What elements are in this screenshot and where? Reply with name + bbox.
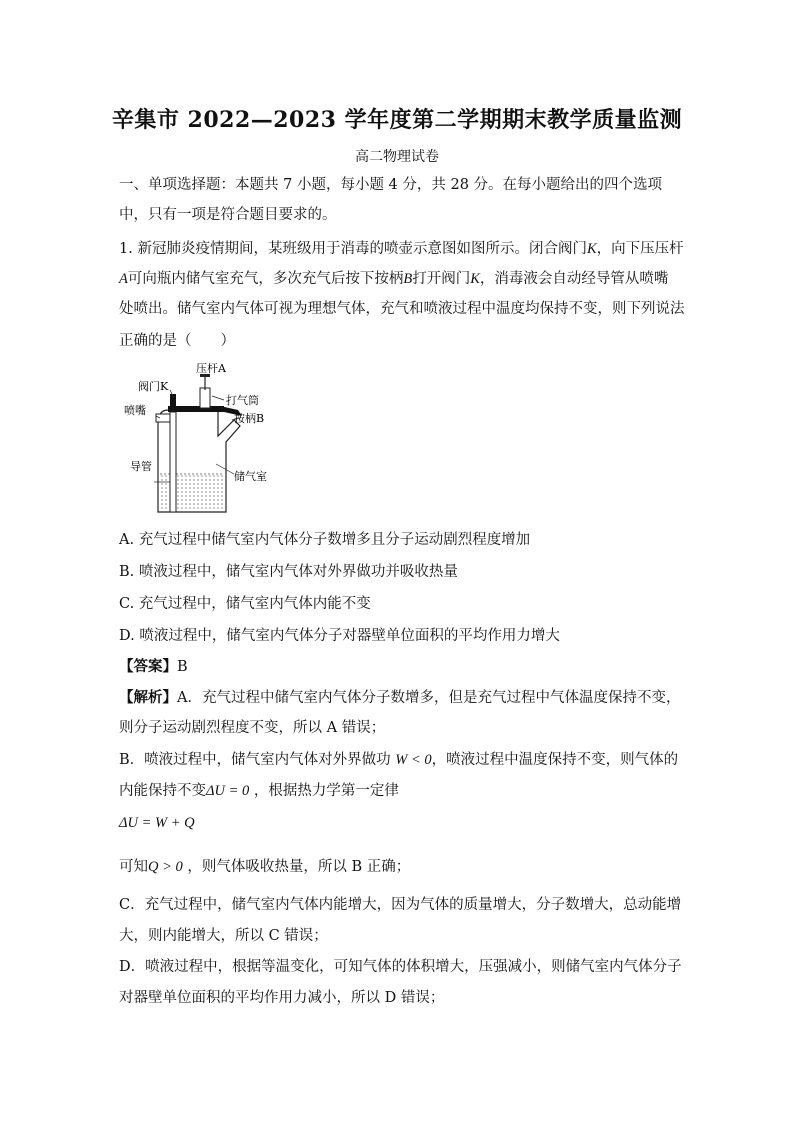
label-handle: 按柄B — [234, 412, 265, 425]
option-c: C. 充气过程中，储气室内气体内能不变 — [119, 596, 371, 612]
option-d: D. 喷液过程中，储气室内气体分子对器壁单位面积的平均作用力增大 — [119, 628, 560, 644]
section-heading: 一、单项选择题：本题共 7 小题，每小题 4 分，共 28 分。在每小题给出的四个选项中，只有一项是符合题目要求的。 — [119, 177, 663, 223]
label-valve: 阀门K — [138, 380, 169, 393]
page-title: 辛集市 2022—2023 学年度第二学期期末教学质量监测 — [111, 107, 683, 133]
question-stem-line-3: 处喷出。储气室内气体可视为理想气体，充气和喷液过程中温度均保持不变，则下列说法 — [119, 301, 685, 317]
formula-first-law: ΔU = W + Q — [119, 815, 195, 831]
label-pump: 打气筒 — [226, 394, 259, 407]
option-b: B. 喷液过程中，储气室内气体对外界做功并吸收热量 — [119, 564, 458, 580]
analysis-line-b4: 可知Q > 0 ，则气体吸收热量，所以 B 正确； — [119, 859, 411, 875]
guide-tube — [170, 412, 176, 512]
pump-cylinder — [200, 388, 210, 408]
label-chamber: 储气室 — [234, 470, 267, 483]
answer-line — [119, 655, 188, 676]
analysis-label: 【解析】 — [119, 689, 177, 706]
analysis-line-b1: B．喷液过程中，储气室内气体对外界做功 W < 0，喷液过程中温度保持不变，则气体的 — [119, 752, 679, 768]
question-stem-line-2: A可向瓶内储气室充气，多次充气后按下按柄B打开阀门K，消毒液会自动经导管从喷嘴 — [119, 271, 669, 287]
analysis-line-b2: 内能保持不变ΔU = 0 ，根据热力学第一定律 — [119, 783, 399, 799]
analysis-line-c1: C．充气过程中，储气室内气体内能增大，因为气体的质量增大，分子数增大，总动能增 — [119, 897, 682, 913]
question-stem-line-1: 1. 新冠肺炎疫情期间，某班级用于消毒的喷壶示意图如图所示。闭合阀门K，向下压压杆 — [119, 241, 684, 257]
analysis-line-c2: 大，则内能增大，所以 C 错误； — [119, 928, 328, 944]
answer-value: B — [177, 659, 188, 675]
analysis-line-a2: 则分子运动剧烈程度不变，所以 A 错误； — [119, 720, 386, 736]
label-rod: 压杆A — [196, 362, 226, 375]
sprayer-figure — [120, 362, 290, 522]
analysis-line-a1: 【解析】A．充气过程中储气室内气体分子数增多，但是充气过程中气体温度保持不变， — [119, 689, 681, 706]
valve-bar — [168, 406, 224, 412]
analysis-line-d2: 对器壁单位面积的平均作用力减小，所以 D 错误； — [119, 990, 445, 1006]
label-nozzle: 喷嘴 — [124, 404, 146, 417]
analysis-line-d1: D．喷液过程中，根据等温变化，可知气体的体积增大，压强减小，则储气室内气体分子 — [119, 959, 682, 975]
answer-label: 【答案】 — [119, 658, 177, 675]
option-a: A. 充气过程中储气室内气体分子数增多且分子运动剧烈程度增加 — [119, 532, 531, 548]
question-stem-line-4: 正确的是（ ） — [119, 333, 235, 349]
nozzle-shape — [156, 414, 170, 422]
label-tube: 导管 — [130, 460, 152, 473]
page-subtitle: 高二物理试卷 — [355, 149, 439, 165]
